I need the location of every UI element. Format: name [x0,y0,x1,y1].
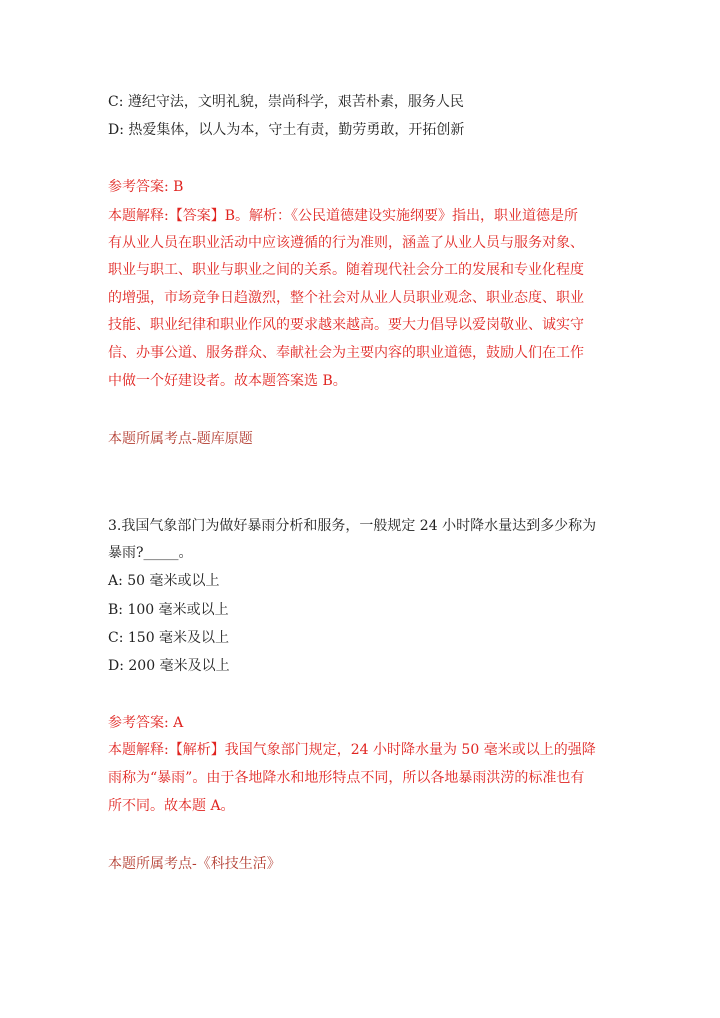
q3-explanation-line: 所不同。故本题 A。 [108,798,235,814]
q2-explanation-line: 中做一个好建设者。故本题答案选 B。 [108,373,347,389]
q3-option-d: D: 200 毫米及以上 [108,658,230,674]
q2-explanation-line: 信、办事公道、服务群众、奉献社会为主要内容的职业道德，鼓励人们在工作 [108,345,584,361]
q2-answer: 参考答案: B [108,179,184,195]
q3-option-c: C: 150 毫米及以上 [108,630,230,646]
q2-explanation-line: 本题解释:【答案】B。解析：《公民道德建设实施纲要》指出，职业道德是所 [108,208,579,224]
q3-option-b: B: 100 毫米或以上 [108,602,229,618]
q3-topic: 本题所属考点-《科技生活》 [108,856,281,872]
q2-option-d: D: 热爱集体，以人为本，守土有责，勤劳勇敢，开拓创新 [108,122,465,138]
q3-question-line: 3.我国气象部门为做好暴雨分析和服务，一般规定 24 小时降水量达到多少称为 [108,518,597,534]
q3-explanation-line: 本题解释:【解析】我国气象部门规定，24 小时降水量为 50 毫米或以上的强降 [108,742,596,758]
q3-option-a: A: 50 毫米或以上 [108,573,220,589]
q2-explanation-line: 技能、职业纪律和职业作风的要求越来越高。要大力倡导以爱岗敬业、诚实守 [108,317,584,333]
q2-explanation-line: 职业与职工、职业与职业之间的关系。随着现代社会分工的发展和专业化程度 [108,262,584,278]
q3-explanation-line: 雨称为“暴雨”。由于各地降水和地形特点不同，所以各地暴雨洪涝的标准也有 [108,770,585,786]
q3-question-line: 暴雨?_____。 [108,545,193,561]
q2-topic: 本题所属考点-题库原题 [108,431,253,447]
q2-explanation-line: 有从业人员在职业活动中应该遵循的行为准则，涵盖了从业人员与服务对象、 [108,235,584,251]
q2-explanation-line: 的增强，市场竞争日趋激烈，整个社会对从业人员职业观念、职业态度、职业 [108,290,584,306]
q3-answer: 参考答案: A [108,715,184,731]
q2-option-c: C: 遵纪守法，文明礼貌，崇尚科学，艰苦朴素，服务人民 [108,94,464,110]
